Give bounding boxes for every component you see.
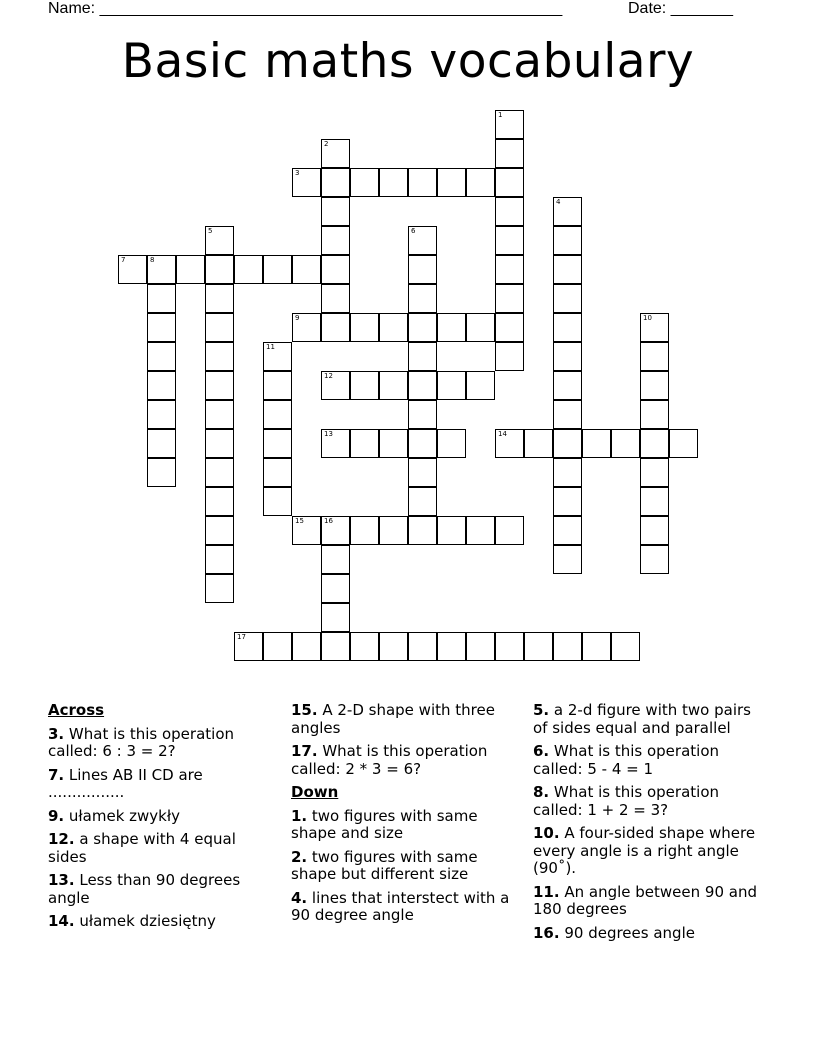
- date-line[interactable]: Date: _______: [628, 0, 733, 17]
- grid-cell[interactable]: [350, 371, 379, 400]
- grid-cell[interactable]: [640, 487, 669, 516]
- grid-cell[interactable]: [553, 429, 582, 458]
- grid-cell[interactable]: [292, 255, 321, 284]
- cell-number: 14: [498, 430, 507, 438]
- clue-down-1: 1. two figures with same shape and size: [291, 806, 478, 842]
- grid-cell[interactable]: [263, 255, 292, 284]
- grid-cell[interactable]: [321, 197, 350, 226]
- grid-cell[interactable]: [321, 168, 350, 197]
- grid-cell[interactable]: [321, 516, 350, 545]
- grid-cell[interactable]: [147, 284, 176, 313]
- grid-cell[interactable]: [176, 255, 205, 284]
- grid-cell[interactable]: [321, 284, 350, 313]
- grid-cell[interactable]: [118, 255, 147, 284]
- clues-column-2: [291, 702, 516, 931]
- grid-cell[interactable]: [495, 255, 524, 284]
- grid-cell[interactable]: [408, 487, 437, 516]
- grid-cell[interactable]: [379, 371, 408, 400]
- grid-cell[interactable]: [495, 168, 524, 197]
- grid-cell[interactable]: [350, 632, 379, 661]
- grid-cell[interactable]: [408, 226, 437, 255]
- grid-cell[interactable]: [321, 545, 350, 574]
- grid-cell[interactable]: [524, 632, 553, 661]
- cell-number: 3: [295, 169, 300, 177]
- grid-cell[interactable]: [408, 255, 437, 284]
- grid-cell[interactable]: [321, 429, 350, 458]
- grid-cell[interactable]: [495, 139, 524, 168]
- clue-across-7: 7. Lines AB II CD are ................: [48, 765, 203, 801]
- grid-cell[interactable]: [495, 632, 524, 661]
- cell-number: 1: [498, 111, 503, 119]
- down-heading: Down: [291, 783, 339, 801]
- grid-cell[interactable]: [205, 458, 234, 487]
- cell-number: 17: [237, 633, 246, 641]
- grid-cell[interactable]: [147, 371, 176, 400]
- grid-cell[interactable]: [147, 255, 176, 284]
- grid-cell[interactable]: [379, 168, 408, 197]
- grid-cell[interactable]: [147, 313, 176, 342]
- grid-cell[interactable]: [611, 429, 640, 458]
- grid-cell[interactable]: [263, 632, 292, 661]
- grid-cell[interactable]: [466, 632, 495, 661]
- cell-number: 12: [324, 372, 333, 380]
- grid-cell[interactable]: [437, 429, 466, 458]
- grid-cell[interactable]: [495, 226, 524, 255]
- grid-cell[interactable]: [292, 516, 321, 545]
- grid-cell[interactable]: [582, 632, 611, 661]
- grid-cell[interactable]: [379, 516, 408, 545]
- cell-number: 5: [208, 227, 213, 235]
- grid-cell[interactable]: [553, 487, 582, 516]
- grid-cell[interactable]: [495, 516, 524, 545]
- grid-cell[interactable]: [466, 168, 495, 197]
- clue-down-10: 10. A four-sided shape where every angle is a right angle (90˚).: [533, 824, 756, 877]
- grid-cell[interactable]: [379, 429, 408, 458]
- cell-number: 11: [266, 343, 275, 351]
- grid-cell[interactable]: [205, 545, 234, 574]
- grid-cell[interactable]: [292, 313, 321, 342]
- grid-cell[interactable]: [437, 168, 466, 197]
- grid-cell[interactable]: [205, 516, 234, 545]
- grid-cell[interactable]: [234, 632, 263, 661]
- grid-cell[interactable]: [321, 139, 350, 168]
- grid-cell[interactable]: [205, 342, 234, 371]
- grid-cell[interactable]: [640, 313, 669, 342]
- grid-cell[interactable]: [205, 371, 234, 400]
- grid-cell[interactable]: [495, 110, 524, 139]
- clues-column-1: [48, 702, 268, 937]
- clue-down-4: 4. lines that interstect with a 90 degree angle: [291, 888, 510, 924]
- grid-cell[interactable]: [321, 632, 350, 661]
- grid-cell[interactable]: [321, 574, 350, 603]
- grid-cell[interactable]: [640, 458, 669, 487]
- across-heading: Across: [48, 701, 105, 719]
- grid-cell[interactable]: [263, 429, 292, 458]
- clue-down-8: 8. What is this operation called: 1 + 2 = 3?: [533, 783, 719, 819]
- cell-number: 2: [324, 140, 329, 148]
- grid-cell[interactable]: [263, 487, 292, 516]
- grid-cell[interactable]: [408, 168, 437, 197]
- grid-cell[interactable]: [640, 400, 669, 429]
- grid-cell[interactable]: [524, 429, 553, 458]
- grid-cell[interactable]: [466, 313, 495, 342]
- grid-cell[interactable]: [640, 516, 669, 545]
- cell-number: 8: [150, 256, 155, 264]
- grid-cell[interactable]: [495, 342, 524, 371]
- grid-cell[interactable]: [553, 342, 582, 371]
- grid-cell[interactable]: [292, 632, 321, 661]
- clue-down-5: 5. a 2-d figure with two pairs of sides equal and parallel: [533, 701, 751, 737]
- grid-cell[interactable]: [582, 429, 611, 458]
- cell-number: 9: [295, 314, 300, 322]
- grid-cell[interactable]: [205, 487, 234, 516]
- cell-number: 4: [556, 198, 561, 206]
- grid-cell[interactable]: [437, 313, 466, 342]
- grid-cell[interactable]: [408, 284, 437, 313]
- grid-cell[interactable]: [553, 226, 582, 255]
- grid-cell[interactable]: [147, 342, 176, 371]
- grid-cell[interactable]: [408, 632, 437, 661]
- grid-cell[interactable]: [640, 429, 669, 458]
- grid-cell[interactable]: [640, 545, 669, 574]
- clue-down-6: 6. What is this operation called: 5 - 4 = 1: [533, 742, 719, 778]
- grid-cell[interactable]: [147, 400, 176, 429]
- grid-cell[interactable]: [553, 197, 582, 226]
- grid-cell[interactable]: [147, 429, 176, 458]
- grid-cell[interactable]: [466, 516, 495, 545]
- grid-cell[interactable]: [408, 429, 437, 458]
- page-title: Basic maths vocabulary: [121, 34, 695, 89]
- grid-cell[interactable]: [147, 458, 176, 487]
- grid-cell[interactable]: [553, 255, 582, 284]
- grid-cell[interactable]: [379, 632, 408, 661]
- grid-cell[interactable]: [321, 226, 350, 255]
- grid-cell[interactable]: [205, 284, 234, 313]
- grid-cell[interactable]: [205, 313, 234, 342]
- grid-cell[interactable]: [408, 342, 437, 371]
- grid-cell[interactable]: [408, 313, 437, 342]
- grid-cell[interactable]: [205, 574, 234, 603]
- grid-cell[interactable]: [205, 255, 234, 284]
- grid-cell[interactable]: [437, 371, 466, 400]
- grid-cell[interactable]: [234, 255, 263, 284]
- grid-cell[interactable]: [321, 371, 350, 400]
- grid-cell[interactable]: [205, 226, 234, 255]
- grid-cell[interactable]: [321, 603, 350, 632]
- clue-down-16: 16. 90 degrees angle: [533, 923, 695, 942]
- clue-across-9: 9. ułamek zwykły: [48, 806, 181, 825]
- grid-cell[interactable]: [437, 516, 466, 545]
- grid-cell[interactable]: [263, 400, 292, 429]
- grid-cell[interactable]: [553, 400, 582, 429]
- grid-cell[interactable]: [553, 632, 582, 661]
- grid-cell[interactable]: [379, 313, 408, 342]
- cell-number: 7: [121, 256, 126, 264]
- clues-column-3: [533, 702, 768, 948]
- grid-cell[interactable]: [321, 255, 350, 284]
- grid-cell[interactable]: [263, 458, 292, 487]
- cell-number: 10: [643, 314, 652, 322]
- name-line[interactable]: Name: ____________________________________________________: [48, 0, 563, 17]
- cell-number: 15: [295, 517, 304, 525]
- grid-cell[interactable]: [437, 632, 466, 661]
- grid-cell[interactable]: [611, 632, 640, 661]
- cell-number: 13: [324, 430, 333, 438]
- grid-cell[interactable]: [263, 342, 292, 371]
- grid-cell[interactable]: [640, 342, 669, 371]
- grid-cell[interactable]: [408, 371, 437, 400]
- grid-cell[interactable]: [553, 371, 582, 400]
- clue-across-3: 3. What is this operation called: 6 : 3 = 2?: [48, 724, 234, 760]
- grid-cell[interactable]: [495, 197, 524, 226]
- cell-number: 6: [411, 227, 416, 235]
- clue-across-12: 12. a shape with 4 equal sides: [48, 830, 236, 866]
- grid-cell[interactable]: [553, 458, 582, 487]
- clue-across-17: 17. What is this operation called: 2 * 3 = 6?: [291, 742, 488, 778]
- grid-cell[interactable]: [640, 371, 669, 400]
- grid-cell[interactable]: [350, 429, 379, 458]
- grid-cell[interactable]: [553, 284, 582, 313]
- grid-cell[interactable]: [553, 516, 582, 545]
- grid-cell[interactable]: [350, 168, 379, 197]
- grid-cell[interactable]: [553, 313, 582, 342]
- grid-cell[interactable]: [408, 400, 437, 429]
- cell-number: 16: [324, 517, 333, 525]
- clue-down-11: 11. An angle between 90 and 180 degrees: [533, 882, 757, 918]
- grid-cell[interactable]: [466, 371, 495, 400]
- grid-cell[interactable]: [408, 516, 437, 545]
- grid-cell[interactable]: [205, 429, 234, 458]
- grid-cell[interactable]: [495, 313, 524, 342]
- clue-across-13: 13. Less than 90 degrees angle: [48, 871, 241, 907]
- grid-cell[interactable]: [263, 371, 292, 400]
- grid-cell[interactable]: [495, 429, 524, 458]
- grid-cell[interactable]: [350, 313, 379, 342]
- clue-down-2: 2. two figures with same shape but different size: [291, 847, 478, 883]
- grid-cell[interactable]: [408, 458, 437, 487]
- clue-across-14: 14. ułamek dziesiętny: [48, 912, 216, 930]
- grid-cell[interactable]: [321, 313, 350, 342]
- grid-cell[interactable]: [205, 400, 234, 429]
- clue-across-15: 15. A 2-D shape with three angles: [291, 701, 495, 737]
- grid-cell[interactable]: [669, 429, 698, 458]
- grid-cell[interactable]: [553, 545, 582, 574]
- grid-cell[interactable]: [350, 516, 379, 545]
- grid-cell[interactable]: [292, 168, 321, 197]
- grid-cell[interactable]: [495, 284, 524, 313]
